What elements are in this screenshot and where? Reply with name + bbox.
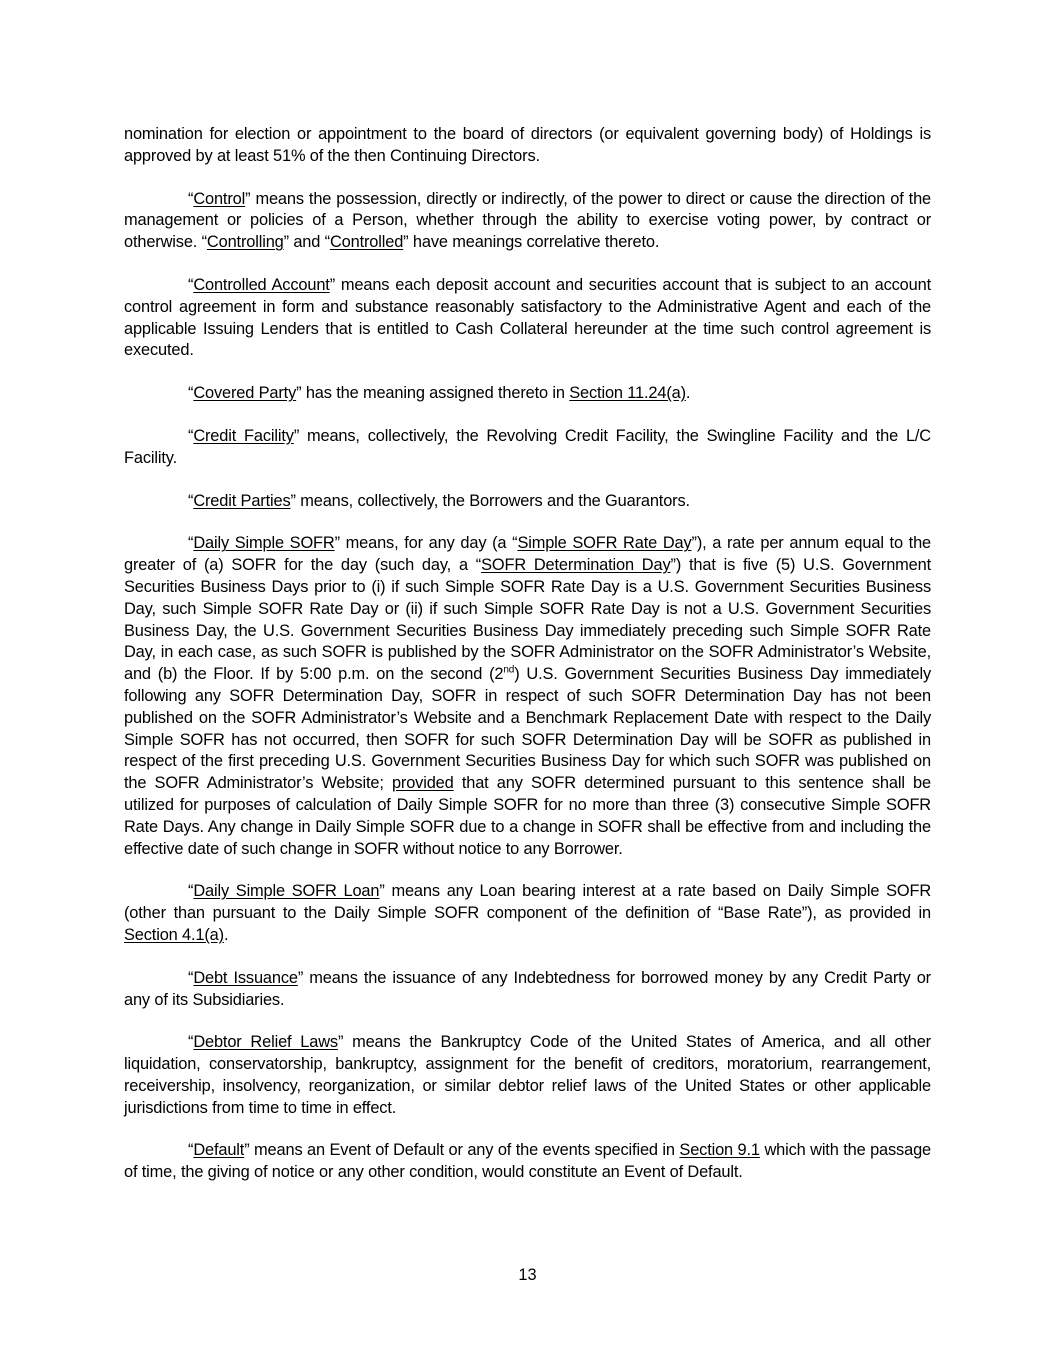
definition-controlled-account	[124, 275, 931, 362]
document-page	[124, 124, 931, 1205]
text-run: that any SOFR determined pursuant to this sentence shall be utilized for purposes of calculation of Daily Simple SOFR for no more than three (3) consecutive Simple SOFR Rate Days. Any change in Daily Simple SOFR due to a change in SOFR shall be effective from and including the effective date of such change in SOFR without notice to any Borrower.	[124, 774, 931, 858]
text-run: ” means the possession, directly or indirectly, of the power to direct or cause the direction of the management or policies of a Person, whether through the ability to exercise voting power, by contract or otherwise. “	[124, 189, 931, 252]
text-run: ” means an Event of Default or any of the events specified in	[244, 1141, 680, 1160]
underlined-term: Section 4.1(a)	[124, 925, 224, 944]
text-run: ” means, collectively, the Borrowers and the Guarantors.	[290, 491, 690, 510]
text-run: ” has the meaning assigned thereto in	[296, 384, 570, 403]
definition-debt-issuance	[124, 968, 931, 1012]
underlined-term: Controlled	[329, 233, 404, 252]
underlined-term: Debt Issuance	[193, 968, 298, 987]
text-run: “	[188, 189, 194, 208]
definition-credit-facility	[124, 426, 931, 470]
text-run: ” and “	[283, 233, 330, 252]
text-run: ” means each deposit account and securities account that is subject to an account control agreement in form and substance reasonably satisfactory to the Administrative Agent and each of the applicable Issuing Lenders that is entitled to Cash Collateral hereunder at the time such control agreement is executed.	[124, 275, 931, 360]
underlined-term: Credit Facility	[193, 426, 294, 445]
text-run: .	[685, 384, 691, 403]
text-run: “	[188, 882, 194, 901]
text-run: ” have meanings correlative thereto.	[403, 233, 660, 252]
definition-control	[124, 189, 931, 254]
text-run: nomination for election or appointment to the board of directors (or equivalent governing body) of Holdings is approved by at least 51% of the then Continuing Directors.	[124, 125, 931, 165]
text-run: ”), a rate per annum equal to the greater of (a) SOFR for the day (such day, a “	[124, 534, 932, 575]
underlined-term: Controlling	[206, 233, 284, 252]
text-run: .	[223, 925, 229, 944]
text-run: ” means, for any day (a “	[334, 534, 518, 553]
underlined-term: Simple SOFR Rate Day	[517, 534, 692, 553]
definition-default	[124, 1140, 931, 1184]
page-number: 13	[518, 1266, 537, 1284]
ordinal-superscript: nd	[503, 664, 515, 676]
text-run: ” means, collectively, the Revolving Credit Facility, the Swingline Facility and the L/C Facility.	[124, 426, 931, 467]
definition-daily-simple-sofr	[124, 533, 931, 860]
text-run: “	[188, 491, 194, 510]
text-run: “	[188, 534, 194, 553]
definition-credit-parties	[124, 491, 931, 513]
text-run: ” means the issuance of any Indebtedness for borrowed money by any Credit Party or any of its Subsidiaries.	[124, 968, 931, 1009]
underlined-term: Daily Simple SOFR Loan	[193, 882, 380, 901]
definition-daily-simple-sofr-loan	[124, 881, 931, 946]
underlined-term: Controlled Account	[193, 275, 330, 294]
definition-debtor-relief-laws	[124, 1032, 931, 1119]
text-run: ) U.S. Government Securities Business Day immediately following any SOFR Determination Day, SOFR in respect of such SOFR Determination Day has not been published on the SOFR Administrator’s Website and a Benchmark Replacement Date with respect to the Daily Simple SOFR has not occurred, then SOFR for such SOFR Determination Day will be SOFR as published in respect of the first preceding U.S. Government Securities Business Day for which such SOFR was published on the SOFR Administrator’s Website;	[124, 665, 931, 793]
text-run: ” means the Bankruptcy Code of the United States of America, and all other liquidation, conservatorship, bankruptcy, assignment for the benefit of creditors, moratorium, rearrangement, receivership, insolvency, reorganization, or similar debtor relief laws of the United States or other applicable jurisdictions from time to time in effect.	[124, 1033, 931, 1117]
text-run: ” means any Loan bearing interest at a rate based on Daily Simple SOFR (other than pursuant to the Daily Simple SOFR component of the definition of “Base Rate”), as provided in	[124, 882, 932, 923]
definition-covered-party	[124, 383, 931, 405]
underlined-term: SOFR Determination Day	[481, 556, 671, 575]
underlined-term: Section 9.1	[679, 1141, 760, 1160]
paragraph-continuation	[124, 124, 931, 168]
text-run: “	[188, 275, 194, 294]
underlined-term: Covered Party	[193, 384, 297, 403]
text-run: “	[188, 1033, 194, 1052]
underlined-term: Default	[193, 1141, 245, 1160]
underlined-term: Section 11.24(a)	[569, 384, 686, 403]
text-run: “	[188, 384, 194, 403]
text-run: ”) that is five (5) U.S. Government Securities Business Days prior to (i) if such Simple SOFR Rate Day is a U.S. Government Securities Business Day, such Simple SOFR Rate Day or (ii) if such Simple SOFR Rate Day is not a U.S. Government Securities Business Day, the U.S. Government Securities Business Day immediately preceding such Simple SOFR Rate Day, in each case, as such SOFR is published by the SOFR Administrator on the SOFR Administrator’s Website, and (b) the Floor. If by 5:00 p.m. on the second (2	[124, 556, 931, 684]
underlined-term: provided	[391, 774, 454, 793]
underlined-term: Daily Simple SOFR	[193, 534, 335, 553]
text-run: which with the passage of time, the giving of notice or any other condition, would constitute an Event of Default.	[124, 1141, 932, 1182]
underlined-term: Credit Parties	[193, 491, 291, 510]
text-run: “	[188, 968, 194, 987]
text-run: “	[188, 426, 194, 445]
underlined-term: Control	[193, 189, 246, 208]
underlined-term: Debtor Relief Laws	[193, 1033, 338, 1052]
text-run: “	[188, 1141, 194, 1160]
